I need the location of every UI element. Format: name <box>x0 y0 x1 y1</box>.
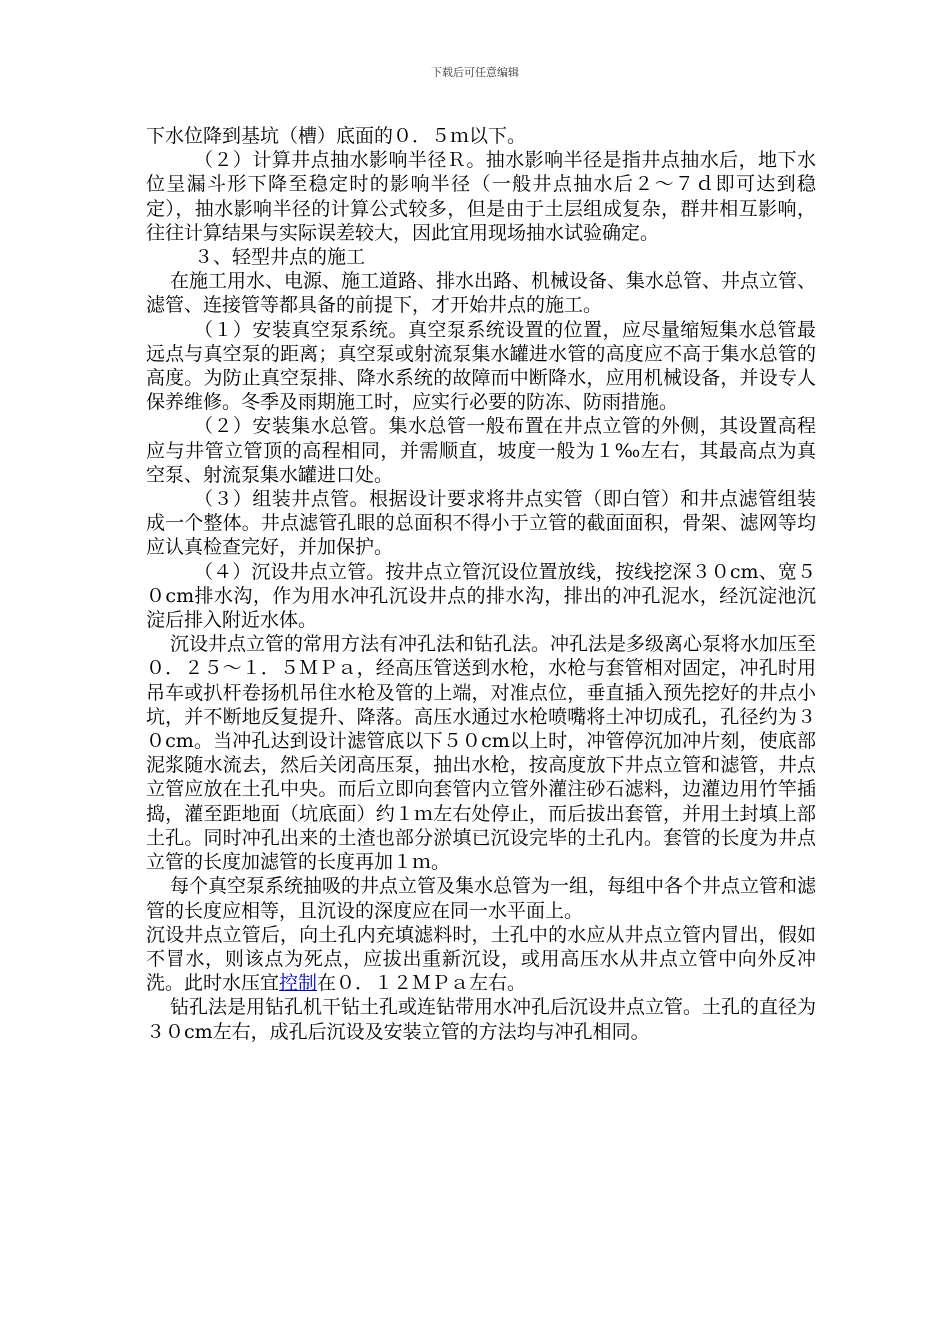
backflush-text-before: 沉设井点立管后，向土孔内充填滤料时，土孔中的水应从井点立管内冒出，假如不冒水，则该点为死点，应拔出重新沉设，或用高压水从井点立管中向外反冲洗。此时水压宜 <box>146 923 816 995</box>
page-header: 下载后可任意编辑 <box>431 66 519 79</box>
section-heading-construction: ３、轻型井点的施工 <box>194 246 366 269</box>
paragraph-drilling-method: 钻孔法是用钻孔机干钻土孔或连钻带用水冲孔后沉设井点立管。土孔的直径为３０cm左右，成孔后沉设及安装立管的方法均与冲孔相同。 <box>146 996 817 1043</box>
paragraph-collector-pipe: （２）安装集水总管。集水总管一般布置在井点立管的外侧，其设置高程应与井管立管顶的高程相同，并需顺直，坡度一般为１‰左右，其最高点为真空泵、射流泵集水罐进口处。 <box>146 415 816 486</box>
control-link[interactable]: 控制 <box>279 972 318 995</box>
paragraph-vacuum-pump: （１）安装真空泵系统。真空泵系统设置的位置，应尽量缩短集水总管最远点与真空泵的距离；真空泵或射流泵集水罐进水管的高度应不高于集水总管的高度。为防止真空泵排、降水系统的故障而中断降水，应用机械设备，并设专人保养维修。冬季及雨期施工时，应实行必要的防冻、防雨措施。 <box>146 318 816 414</box>
backflush-text-after: 在０．１２ＭＰａ左右。 <box>317 972 527 995</box>
paragraph-assemble-wellpoint: （３）组装井点管。根据设计要求将井点实管（即白管）和井点滤管组装成一个整体。井点滤管孔眼的总面积不得小于立管的截面面积，骨架、滤网等均应认真检查完好，并加保护。 <box>146 488 816 559</box>
document-body <box>146 124 816 1044</box>
paragraph-water-level: 下水位降到基坑（槽）底面的０．５ｍ以下。 <box>146 125 527 147</box>
paragraph-influence-radius: （２）计算井点抽水影响半径Ｒ。抽水影响半径是指井点抽水后，地下水位呈漏斗形下降至稳定时的影响半径（一般井点抽水后２～７ｄ即可达到稳定），抽水影响半径的计算公式较多，但是由于土层组成复杂，群井相互影响，往往计算结果与实际误差较大，因此宜用现场抽水试验确定。 <box>146 149 816 244</box>
paragraph-jetting-method: 沉设井点立管的常用方法有冲孔法和钻孔法。冲孔法是多级离心泵将水加压至０．２５～１．５ＭＰａ，经高压管送到水枪，水枪与套管相对固定，冲孔时用吊车或扒杆卷扬机吊住水枪及管的上端，对准点位，垂直插入预先挖好的井点小坑，并不断地反复提升、降落。高压水通过水枪喷嘴将土冲切成孔，孔径约为３０cm。当冲孔达到设计滤管底以下５０cm以上时，冲管停沉加冲片刻，使底部泥浆随水流去，然后关闭高压泵，抽出水枪，按高度放下井点立管和滤管，井点立管应放在土孔中央。而后立即向套管内立管外灌注砂石滤料，边灌边用竹竿插捣，灌至距地面（坑底面）约１ｍ左右处停止，而后拔出套管，并用土封填上部土孔。同时冲孔出来的土渣也部分淤填已沉设完毕的土孔内。套管的长度为井点立管的长度加滤管的长度再加１ｍ。 <box>146 633 817 874</box>
paragraph-sink-riser: （４）沉设井点立管。按井点立管沉设位置放线，按线挖深３０cm、宽５０cm排水沟，作为用水冲孔沉设井点的排水沟，排出的冲孔泥水，经沉淀池沉淀后排入附近水体。 <box>146 560 816 632</box>
paragraph-preconditions: 在施工用水、电源、施工道路、排水出路、机械设备、集水总管、井点立管、滤管、连接管等都具备的前提下，才开始井点的施工。 <box>146 270 817 317</box>
paragraph-pump-group: 每个真空泵系统抽吸的井点立管及集水总管为一组，每组中各个井点立管和滤管的长度应相等，且沉设的深度应在同一水平面上。 <box>146 875 817 922</box>
paragraph-backflush <box>146 923 816 996</box>
